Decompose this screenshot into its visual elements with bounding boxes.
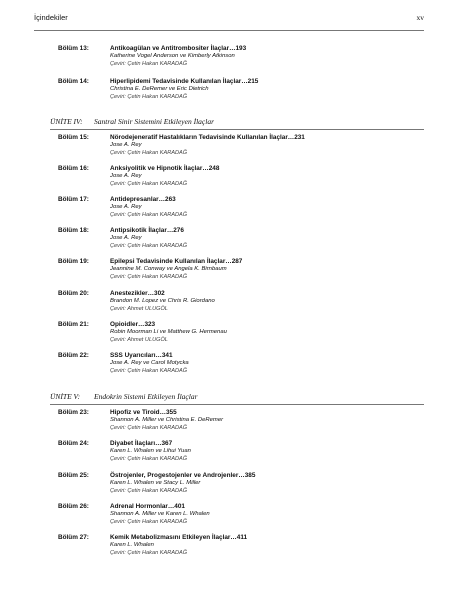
chapter-title[interactable]: Antikoagülan ve Antitrombositer İlaçlar…193 <box>110 45 247 52</box>
chapter-translator: Çeviri: Çetin Hakan KARADAĞ <box>110 181 188 187</box>
chapter-translator: Çeviri: Çetin Hakan KARADAĞ <box>110 150 188 156</box>
chapter-authors: Jose A. Rey <box>110 235 142 241</box>
unit-label: ÜNİTE V: <box>50 392 81 401</box>
chapter-authors: Robin Moorman Li ve Matthew G. Hermenau <box>110 329 227 335</box>
chapter-title[interactable]: SSS Uyarıcıları…341 <box>110 352 173 359</box>
chapter-authors: Brandon M. Lopez ve Chris R. Giordano <box>110 298 215 304</box>
chapter-translator: Çeviri: Çetin Hakan KARADAĞ <box>110 212 188 218</box>
chapter-title[interactable]: Anksiyolitik ve Hipnotik İlaçlar…248 <box>110 165 220 172</box>
chapter-label: Bölüm 25: <box>58 472 89 479</box>
chapter-title[interactable]: Hiperlipidemi Tedavisinde Kullanılan İlaçlar…215 <box>110 78 259 85</box>
chapter-authors: Katherine Vogel Anderson ve Kimberly Atkinson <box>110 53 235 59</box>
chapter-title[interactable]: Nörodejeneratif Hastalıkların Tedavisinde Kullanılan İlaçlar…231 <box>110 134 305 141</box>
chapter-label: Bölüm 20: <box>58 290 89 297</box>
chapter-title[interactable]: Diyabet İlaçları…367 <box>110 440 173 447</box>
chapter-title[interactable]: Kemik Metabolizmasını Etkileyen İlaçlar…411 <box>110 534 248 541</box>
unit-title: Santral Sinir Sistemini Etkileyen İlaçlar <box>94 117 214 126</box>
chapter-title[interactable]: Epilepsi Tedavisinde Kullanılan İlaçlar…287 <box>110 258 243 265</box>
unit-title: Endokrin Sistemi Etkileyen İlaçlar <box>94 392 198 401</box>
chapter-translator: Çeviri: Çetin Hakan KARADAĞ <box>110 425 188 431</box>
unit-heading-v <box>50 392 424 405</box>
chapter-translator: Çeviri: Çetin Hakan KARADAĞ <box>110 274 188 280</box>
chapter-authors: Karen L. Whalen <box>110 542 154 548</box>
chapter-authors: Jose A. Rey ve Carol Motycka <box>110 360 189 366</box>
chapter-authors: Karen L. Whalen ve Stacy L. Miller <box>110 480 201 486</box>
chapter-label: Bölüm 18: <box>58 227 89 234</box>
chapter-authors: Jose A. Rey <box>110 173 142 179</box>
chapter-label: Bölüm 21: <box>58 321 89 328</box>
chapter-authors: Karen L. Whalen ve Lihui Yuan <box>110 448 191 454</box>
chapter-translator: Çeviri: Çetin Hakan KARADAĞ <box>110 368 188 374</box>
chapter-translator: Çeviri: Ahmet ULUGÖL <box>110 337 168 343</box>
chapter-label: Bölüm 23: <box>58 409 89 416</box>
chapter-title[interactable]: Anestezikler…302 <box>110 290 165 297</box>
chapter-translator: Çeviri: Çetin Hakan KARADAĞ <box>110 550 188 556</box>
unit-heading-iv <box>50 117 424 130</box>
chapter-label: Bölüm 27: <box>58 534 89 541</box>
unit-label: ÜNİTE IV: <box>50 117 83 126</box>
chapter-title[interactable]: Opioidler…323 <box>110 321 156 328</box>
chapter-label: Bölüm 14: <box>58 78 89 85</box>
chapter-authors: Jeannine M. Conway ve Angela K. Birnbaum <box>110 266 227 272</box>
chapter-authors: Jose A. Rey <box>110 204 142 210</box>
chapter-translator: Çeviri: Çetin Hakan KARADAĞ <box>110 61 188 67</box>
page-header <box>34 8 424 31</box>
chapter-title[interactable]: Antidepresanlar…263 <box>110 196 176 203</box>
chapter-translator: Çeviri: Çetin Hakan KARADAĞ <box>110 243 188 249</box>
chapter-label: Bölüm 13: <box>58 45 89 52</box>
chapter-translator: Çeviri: Çetin Hakan KARADAĞ <box>110 519 188 525</box>
chapter-label: Bölüm 15: <box>58 134 89 141</box>
chapter-authors: Shannon A. Miller ve Karen L. Whalen <box>110 511 210 517</box>
chapter-label: Bölüm 19: <box>58 258 89 265</box>
chapter-label: Bölüm 22: <box>58 352 89 359</box>
chapter-authors: Shannon A. Miller ve Christina E. DeRemer <box>110 417 224 423</box>
chapter-label: Bölüm 26: <box>58 503 89 510</box>
running-head: İçindekiler <box>34 13 68 22</box>
chapter-authors: Christina E. DeRemer ve Eric Dietrich <box>110 86 209 92</box>
chapter-title[interactable]: Adrenal Hormonlar…401 <box>110 503 185 510</box>
chapter-authors: Jose A. Rey <box>110 142 142 148</box>
chapter-translator: Çeviri: Çetin Hakan KARADAĞ <box>110 456 188 462</box>
chapter-label: Bölüm 16: <box>58 165 89 172</box>
chapter-translator: Çeviri: Çetin Hakan KARADAĞ <box>110 488 188 494</box>
chapter-translator: Çeviri: Çetin Hakan KARADAĞ <box>110 94 188 100</box>
chapter-label: Bölüm 24: <box>58 440 89 447</box>
chapter-title[interactable]: Hipofiz ve Tiroid…355 <box>110 409 177 416</box>
chapter-title[interactable]: Antipsikotik İlaçlar…276 <box>110 227 184 234</box>
page-number: xv <box>416 13 424 22</box>
chapter-translator: Çeviri: Ahmet ULUGÖL <box>110 306 168 312</box>
chapter-title[interactable]: Östrojenler, Progestojenler ve Androjenler…385 <box>110 472 256 479</box>
chapter-label: Bölüm 17: <box>58 196 89 203</box>
